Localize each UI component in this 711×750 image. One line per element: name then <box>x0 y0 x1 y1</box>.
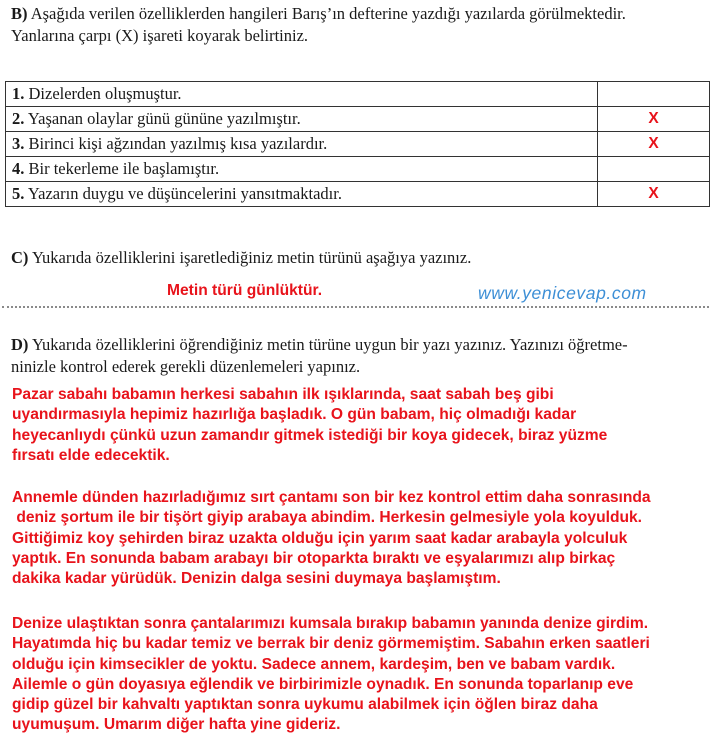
essay-line: fırsatı elde edecektik. <box>12 446 170 464</box>
x-mark: X <box>648 110 659 127</box>
property-number: 2. <box>12 109 25 128</box>
essay-line: uyumuşum. Umarım diğer hafta yine gideriz. <box>12 716 341 734</box>
x-mark: X <box>648 135 659 152</box>
watermark: www.yenicevap.com <box>478 283 647 303</box>
property-number: 3. <box>12 134 25 153</box>
property-text-cell <box>6 182 598 207</box>
property-text-cell <box>6 82 598 107</box>
essay-line: Gittiğimiz koy şehirden biraz uzakta olduğu için yarım saat kadar arabayla yolculuk <box>12 529 628 547</box>
section-c-answer: Metin türü günlüktür. <box>167 282 323 299</box>
essay-paragraph-3 <box>12 614 710 736</box>
property-mark-cell <box>598 107 710 132</box>
section-d-line-1 <box>11 334 706 356</box>
section-b-line-2: Yanlarına çarpı (X) işareti koyarak belirtiniz. <box>11 26 309 45</box>
property-text-cell <box>6 132 598 157</box>
section-c-label: C) <box>11 248 29 267</box>
property-number: 5. <box>12 184 25 203</box>
property-text: Yazarın duygu ve düşüncelerini yansıtmaktadır. <box>27 184 342 203</box>
essay-line: olduğu için kimsecikler de yoktu. Sadece annem, kardeşim, ben ve babam vardık. <box>12 655 616 673</box>
property-number: 4. <box>12 159 25 178</box>
essay-paragraph-1 <box>12 385 710 466</box>
section-d-label: D) <box>11 335 29 354</box>
section-b-label: B) <box>11 4 28 23</box>
essay-line: Denize ulaştıktan sonra çantalarımızı kumsala bırakıp babamın yanında denize girdim. <box>12 615 649 632</box>
table-row <box>6 107 710 132</box>
essay-line: yaptık. En sonunda babam arabayı bir otoparkta bıraktı ve eşyalarımızı alıp birkaç <box>12 549 616 567</box>
property-text: Bir tekerleme ile başlamıştır. <box>28 159 220 178</box>
essay-line: Annemle dünden hazırladığımız sırt çantamı son bir kez kontrol ettim daha sonrasında <box>12 489 651 506</box>
table-row <box>6 82 710 107</box>
property-text: Dizelerden oluşmuştur. <box>28 84 182 103</box>
property-text-cell <box>6 107 598 132</box>
property-text: Yaşanan olaylar günü gününe yazılmıştır. <box>27 109 301 128</box>
section-c-text: Yukarıda özelliklerini işaretlediğiniz metin türünü aşağıya yazınız. <box>31 248 472 267</box>
section-d-text-1: Yukarıda özelliklerini öğrendiğiniz metin türüne uygun bir yazı yazınız. Yazınızı öğretme- <box>31 335 628 354</box>
essay-line: gidip güzel bir kahvaltı yaptıktan sonra uykumu alabilmek için öğlen biraz daha <box>12 696 598 714</box>
essay-line: Pazar sabahı babamın herkesi sabahın ilk ışıklarında, saat sabah beş gibi <box>12 386 554 403</box>
property-mark-cell <box>598 157 710 182</box>
property-mark-cell <box>598 82 710 107</box>
section-c-question <box>11 247 471 269</box>
section-d-line-2: ninizle kontrol ederek gerekli düzenlemeleri yapınız. <box>11 357 361 376</box>
section-b-question <box>11 3 701 47</box>
property-mark-cell <box>598 132 710 157</box>
essay-line: dakika kadar yürüdük. Denizin dalga sesini duymaya başlamıştım. <box>12 570 501 588</box>
dotted-divider <box>2 306 709 308</box>
property-text: Birinci kişi ağzından yazılmış kısa yazılardır. <box>28 134 328 153</box>
properties-table <box>5 81 710 207</box>
table-row <box>6 157 710 182</box>
table-row <box>6 132 710 157</box>
section-d-question <box>11 334 706 378</box>
essay-line: deniz şortum ile bir tişört giyip arabaya abindim. Herkesin gelmesiyle yola koyulduk. <box>12 509 643 527</box>
section-b-text-1: Aşağıda verilen özelliklerden hangileri Barış’ın defterine yazdığı yazılarda görülmektedir. <box>30 4 626 23</box>
table-row <box>6 182 710 207</box>
section-b-line-1 <box>11 3 701 25</box>
essay-line: uyandırmasıyla hepimiz hazırlığa başladık. O gün babam, hiç olmadığı kadar <box>12 406 577 424</box>
essay-line: heyecanlıydı çünkü uzun zamandır gitmek istediği bir koya gidecek, biraz yüzme <box>12 426 608 444</box>
essay-line: Hayatımda hiç bu kadar temiz ve berrak bir deniz görmemiştim. Sabahın erken saatleri <box>12 635 650 653</box>
property-mark-cell <box>598 182 710 207</box>
essay-line: Ailemle o gün doyasıya eğlendik ve birbirimizle oynadık. En sonunda toparlanıp eve <box>12 675 634 693</box>
x-mark: X <box>648 185 659 202</box>
property-number: 1. <box>12 84 25 103</box>
essay-paragraph-2 <box>12 488 710 589</box>
property-text-cell <box>6 157 598 182</box>
